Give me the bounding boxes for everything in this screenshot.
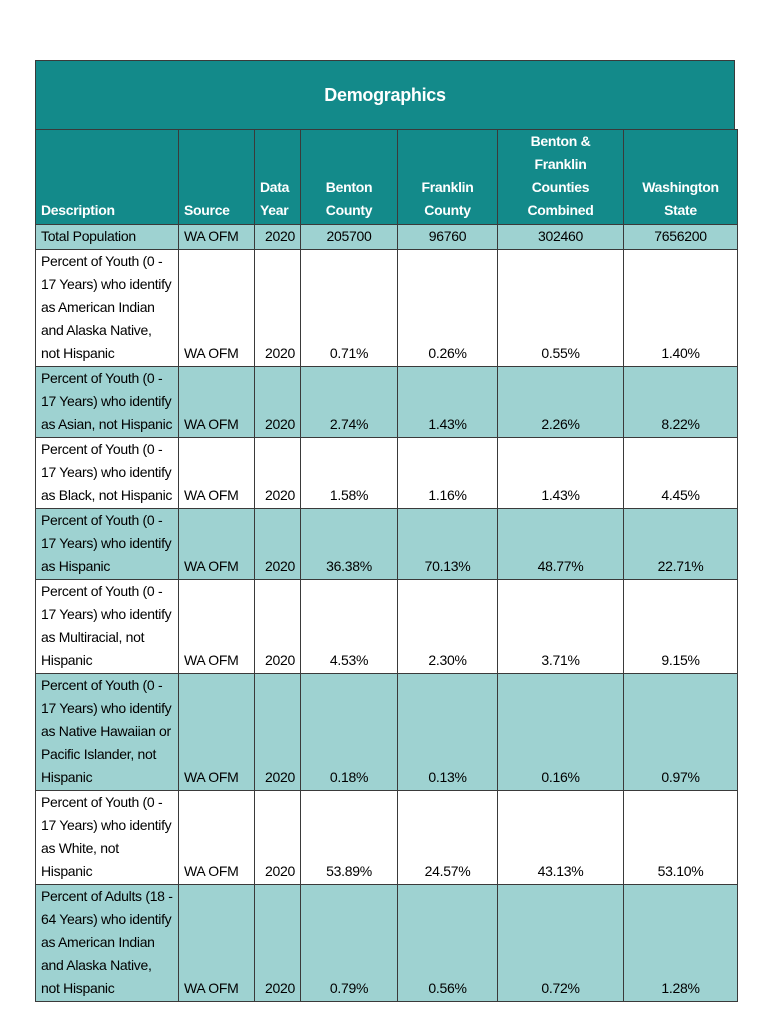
cell-combined: 43.13% <box>498 791 624 885</box>
cell-year: 2020 <box>255 367 301 438</box>
cell-franklin: 0.56% <box>398 885 498 1002</box>
cell-description: Percent of Youth (0 - 17 Years) who identify as Black, not Hispanic <box>36 438 179 509</box>
cell-benton: 53.89% <box>301 791 398 885</box>
cell-source: WA OFM <box>179 791 255 885</box>
col-header-description: Description <box>36 130 179 225</box>
table-row <box>36 580 738 674</box>
cell-benton: 0.18% <box>301 674 398 791</box>
combined-line2: Counties Combined <box>527 179 594 218</box>
cell-year: 2020 <box>255 885 301 1002</box>
table-row <box>36 438 738 509</box>
cell-franklin: 96760 <box>398 225 498 250</box>
cell-description: Percent of Youth (0 - 17 Years) who identify as American Indian and Alaska Native, not Hispanic <box>36 250 179 367</box>
cell-description: Percent of Youth (0 - 17 Years) who identify as Hispanic <box>36 509 179 580</box>
data-year-line2: Year <box>260 202 289 218</box>
col-header-combined <box>498 130 624 225</box>
table-row <box>36 250 738 367</box>
cell-washington: 0.97% <box>624 674 738 791</box>
cell-combined: 48.77% <box>498 509 624 580</box>
cell-source: WA OFM <box>179 885 255 1002</box>
demographics-sheet <box>35 60 735 1002</box>
cell-source: WA OFM <box>179 674 255 791</box>
cell-combined: 0.16% <box>498 674 624 791</box>
cell-year: 2020 <box>255 580 301 674</box>
cell-source: WA OFM <box>179 509 255 580</box>
demographics-table <box>35 129 738 1002</box>
cell-combined: 1.43% <box>498 438 624 509</box>
cell-benton: 0.71% <box>301 250 398 367</box>
cell-benton: 0.79% <box>301 885 398 1002</box>
cell-benton: 205700 <box>301 225 398 250</box>
col-header-franklin: Franklin County <box>398 130 498 225</box>
cell-year: 2020 <box>255 438 301 509</box>
col-header-washington: Washington State <box>624 130 738 225</box>
cell-washington: 4.45% <box>624 438 738 509</box>
cell-franklin: 0.13% <box>398 674 498 791</box>
cell-combined: 0.55% <box>498 250 624 367</box>
cell-year: 2020 <box>255 791 301 885</box>
cell-source: WA OFM <box>179 438 255 509</box>
cell-franklin: 1.16% <box>398 438 498 509</box>
cell-year: 2020 <box>255 674 301 791</box>
cell-combined: 2.26% <box>498 367 624 438</box>
cell-washington: 53.10% <box>624 791 738 885</box>
cell-description: Total Population <box>36 225 179 250</box>
cell-benton: 36.38% <box>301 509 398 580</box>
cell-washington: 1.40% <box>624 250 738 367</box>
cell-source: WA OFM <box>179 250 255 367</box>
data-year-line1: Data <box>260 179 290 195</box>
cell-description: Percent of Youth (0 - 17 Years) who identify as Multiracial, not Hispanic <box>36 580 179 674</box>
cell-benton: 1.58% <box>301 438 398 509</box>
cell-source: WA OFM <box>179 367 255 438</box>
table-row <box>36 674 738 791</box>
table-body <box>36 225 738 1002</box>
cell-washington: 8.22% <box>624 367 738 438</box>
cell-combined: 302460 <box>498 225 624 250</box>
cell-description: Percent of Youth (0 - 17 Years) who identify as Asian, not Hispanic <box>36 367 179 438</box>
table-row <box>36 367 738 438</box>
table-row <box>36 791 738 885</box>
col-header-benton: Benton County <box>301 130 398 225</box>
col-header-data-year <box>255 130 301 225</box>
table-row <box>36 885 738 1002</box>
cell-benton: 4.53% <box>301 580 398 674</box>
sheet-title: Demographics <box>35 60 735 129</box>
cell-washington: 9.15% <box>624 580 738 674</box>
table-row <box>36 509 738 580</box>
cell-source: WA OFM <box>179 225 255 250</box>
cell-franklin: 2.30% <box>398 580 498 674</box>
table-row <box>36 225 738 250</box>
cell-combined: 3.71% <box>498 580 624 674</box>
col-header-source: Source <box>179 130 255 225</box>
header-row <box>36 130 738 225</box>
cell-franklin: 70.13% <box>398 509 498 580</box>
cell-franklin: 1.43% <box>398 367 498 438</box>
cell-year: 2020 <box>255 225 301 250</box>
cell-benton: 2.74% <box>301 367 398 438</box>
cell-washington: 1.28% <box>624 885 738 1002</box>
cell-washington: 7656200 <box>624 225 738 250</box>
cell-year: 2020 <box>255 250 301 367</box>
cell-franklin: 24.57% <box>398 791 498 885</box>
cell-year: 2020 <box>255 509 301 580</box>
cell-source: WA OFM <box>179 580 255 674</box>
cell-washington: 22.71% <box>624 509 738 580</box>
cell-description: Percent of Youth (0 - 17 Years) who identify as White, not Hispanic <box>36 791 179 885</box>
combined-line1: Benton & Franklin <box>530 133 591 172</box>
cell-franklin: 0.26% <box>398 250 498 367</box>
cell-combined: 0.72% <box>498 885 624 1002</box>
cell-description: Percent of Adults (18 - 64 Years) who identify as American Indian and Alaska Native, not Hispanic <box>36 885 179 1002</box>
cell-description: Percent of Youth (0 - 17 Years) who identify as Native Hawaiian or Pacific Islander, not Hispanic <box>36 674 179 791</box>
